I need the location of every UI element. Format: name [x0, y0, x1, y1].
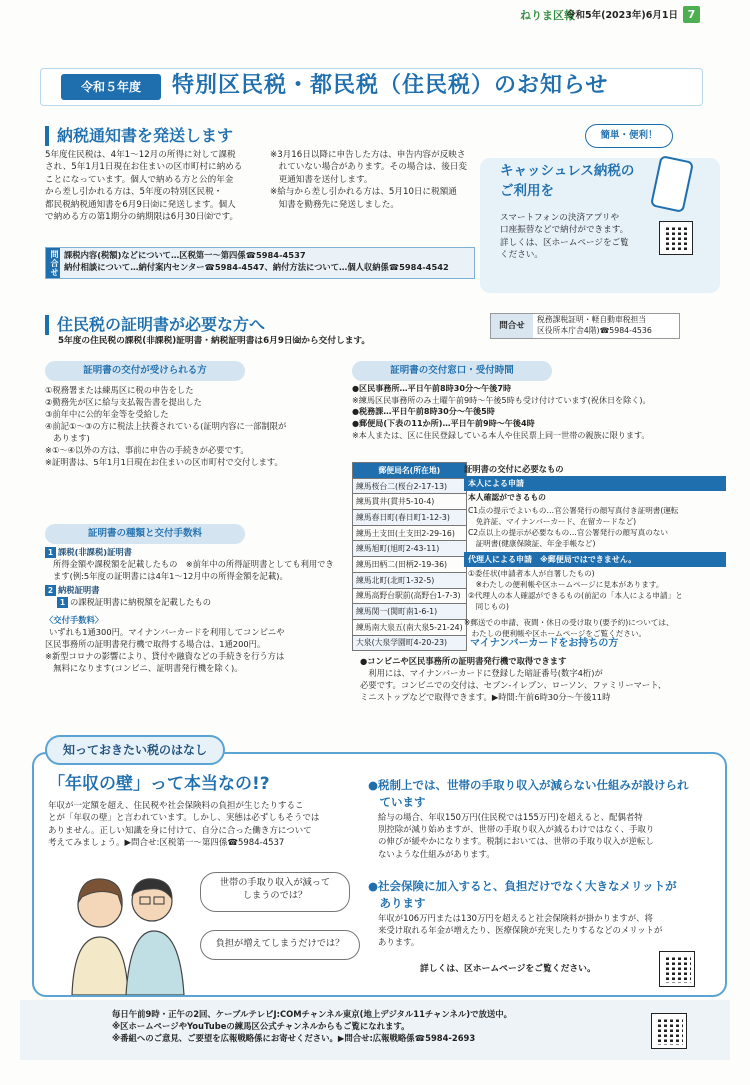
qr-code-icon[interactable]: [652, 1014, 686, 1048]
certificate-note: 5年度の住民税の課税(非課税)証明書・納税証明書は6月9日㈮から交付します。: [58, 336, 371, 346]
table-row: 練馬関一(関町南1-6-1): [353, 604, 467, 620]
table-row: 練馬高野台駅前(高野台1-7-3): [353, 588, 467, 604]
table-header: 郵便局名(所在地): [353, 463, 467, 479]
inquiry-label: 問合せ: [46, 248, 60, 278]
table-row: 練馬貫井(貫井5-10-4): [353, 494, 467, 510]
window-title: 証明書の交付窓口・受付時間: [352, 361, 552, 381]
table-row: 練馬旭町(旭町2-43-11): [353, 541, 467, 557]
cashless-heading: キャッシュレス納税の ご利用を: [500, 163, 635, 199]
cashless-text: スマートフォンの決済アプリや 口座振替などで納付ができます。 詳しくは、区ホームページをご覧 ください。: [500, 213, 629, 261]
certificate-heading: 住民税の証明書が必要な方へ: [45, 315, 265, 335]
table-row: 練馬北町(北町1-32-5): [353, 572, 467, 588]
cashless-badge: 簡単・便利！: [585, 124, 673, 148]
couple-illustration: [60, 865, 190, 995]
table-row: 練馬田柄二(田柄2-19-36): [353, 557, 467, 573]
tax-talk-intro: 年収が一定額を超え、住民税や社会保険料の負担が生じたりするこ とが「年収の壁」と言われています。しかし、実態は必ずしもそうでは ありません。正しい知識を身に付けて、自分に合った働き方について 考えてみましょう。▶問合せ:区税第一～第四係☎5984-4537: [48, 801, 320, 848]
notice-heading: 納税通知書を発送します: [45, 126, 233, 146]
notice-col1: 5年度住民税は、4年1～12月の所得に対して課税 され、5年1月1日現在お住まいの区市町村に納める ことになっています。個人で納める方と公的年金 から差し引かれる方は、5年度の特別区民税・ 都民税納税通知書を6月9日㈮に発送します。個人 で納める方の第1期分の納期限は6月30日㈮です。: [45, 150, 243, 223]
inquiry-line: 課税内容(税額)などについて…区税第一～第四係☎5984-4537: [64, 250, 306, 260]
footer-text: 毎日午前9時・正午の2回、ケーブルテレビJ:COMチャンネル東京(地上デジタル11チャンネル)で放送中。 ※区ホームページやYouTubeの練馬区公式チャンネルからもご覧になれます。 ※番組へのご意見、ご要望を広報戦略係にお寄せください。▶問合せ:広報戦略係☎5984-2693: [112, 1009, 512, 1044]
table-row: 練馬桜台二(桜台2-17-13): [353, 478, 467, 494]
qr-code-icon[interactable]: [660, 222, 692, 254]
table-row: 大泉(大泉学園町4-20-23): [353, 635, 467, 651]
post-office-table: [352, 462, 467, 651]
types-title: 証明書の種類と交付手数料: [45, 524, 245, 544]
tax-talk-question: 「年収の壁」って本当なの!?: [48, 774, 270, 794]
mynumber-text: ●コンビニや区民事務所の証明書発行機で取得できます 利用には、マイナンバーカードに登録した暗証番号(数字4桁)が 必要です。コンビニでの交付は、セブン-イレブン、ローソン、ファミリーマート、 ミニストップなどで取得できます。▶時間:午前6時30分～午後11時: [360, 656, 667, 703]
inquiry-label: 問合せ: [491, 314, 533, 338]
certificate-inquiry-box: 問合せ 税務課税証明・軽自動車税担当 区役所本庁舎4階)☎5984-4536: [490, 313, 680, 339]
notice-inquiry-box: [45, 247, 475, 279]
table-row: 練馬土支田(土支田2-29-16): [353, 525, 467, 541]
qr-code-icon[interactable]: [660, 952, 694, 986]
point-1: ●税制上では、世帯の手取り収入が減らない仕組みが設けられ ています 給与の場合、年収150万円(住民税では155万円)を超えると、配偶者特 別控除が減り始めますが、世帯の手取り収入が減るわけではなく、手取り の伸びが緩やかになります。税制においては、世帯の手取り収入が逆転し ないような仕組みがあります。: [368, 778, 689, 859]
table-row: 練馬南大泉五(南大泉5-21-24): [353, 619, 467, 635]
newsletter-brand: ねりま区報: [520, 9, 575, 22]
issue-date: 令和5年(2023年)6月1日: [566, 10, 678, 21]
table-row: 練馬春日町(春日町1-12-3): [353, 510, 467, 526]
point-2: ●社会保険に加入すると、負担だけでなく大きなメリットが あります 年収が106万円または130万円を超えると社会保険料が掛かりますが、将 来受け取れる年金が増えたり、医療保険が充実したりするなどのメリットが あります。: [368, 879, 677, 948]
inquiry-line: 納付相談について…納付案内センター☎5984-4547、納付方法について…個人収納係☎5984-4542: [64, 262, 449, 273]
eligible-list: ①税務署または練馬区に税の申告をした ②勤務先が区に給与支払報告書を提出した ③前年中に公的年金等を受給した ④前記①～③の方に税法上扶養されている(証明内容に一部制限が あります) ※①～④以外の方は、事前に申告の手続きが必要です。 ※証明書は、5年1月1日現在お住まいの区市町村で交付します。: [45, 385, 287, 468]
tax-talk-tab: 知っておきたい税のはなし: [45, 735, 225, 765]
more-info-text: 詳しくは、区ホームページをご覧ください。: [420, 964, 596, 974]
page-title: 特別区民税・都民税（住民税）のお知らせ: [172, 73, 609, 98]
speech-bubble: 負担が増えてしまうだけでは？: [200, 930, 360, 960]
types-list: 1 課税(非課税)証明書 所得金額や課税額を記載したもの ※前年中の所得証明書としても利用できます(例:5年度の証明書には4年1～12月中の所得金額を記載)。 2 納税証明書 1 の課税証明書に納税額を記載したもの 〈交付手数料〉 いずれも1通300円。マイナンバーカードを利用してコンビニや 区民事務所の証明書発行機で取得する場合は、1通200円。 ※新型コロナの影響により、貸付や融資などの手続きを行う方は 無料になります(コンビニ、証明書発行機を除く)。: [45, 547, 334, 674]
mynumber-title: マイナンバーカードをお持ちの方: [470, 638, 619, 649]
eligible-title: 証明書の交付が受けられる方: [45, 361, 245, 381]
notice-col2: ※3月16日以降に申告した方は、申告内容が反映さ れていない場合があります。その場合は、後日変 更通知書を送付します。 ※給与から差し引かれる方は、5月10日に税額通 知書を勤務先に発送しました。: [270, 150, 467, 210]
required-docs: 証明書の交付に必要なもの 本人による申請 本人確認ができるもの C1点の提示でよいもの…官公署発行の顔写真付き証明書(運転 免許証、マイナンバーカード、在留カードなど) C2点以上の提示が必要なもの…官公署発行の顔写真のない 証明書(健康保険証、年金手帳など) 代理人による申請 ※郵便局ではできません。 ①委任状(申請者本人が自署したもの) ※わたしの便利帳や区ホームページに見本があります。 ②代理人の本人確認ができるもの(前記の「本人による申請」と 同じもの) ※郵送での申請、夜間・休日の受け取り(要予約)については、 わたしの便利帳や区ホームページをご覧ください。: [464, 462, 726, 639]
page-number: 7: [683, 6, 700, 23]
speech-bubble: 世帯の手取り収入が減って しまうのでは？: [200, 872, 350, 912]
window-list: ●区民事務所…平日午前8時30分～午後7時 ※練馬区民事務所のみ土曜午前9時～午後5時も受け付けています(祝休日を除く)。 ●税務課…平日午前8時30分～午後5時 ●郵便局(下表の11か所)…平日午前9時～午後4時 ※本人または、区に住民登録している本人や住民票上同一世帯の親族に限ります。: [352, 383, 651, 440]
fiscal-year-tag: 令和５年度: [61, 74, 161, 100]
